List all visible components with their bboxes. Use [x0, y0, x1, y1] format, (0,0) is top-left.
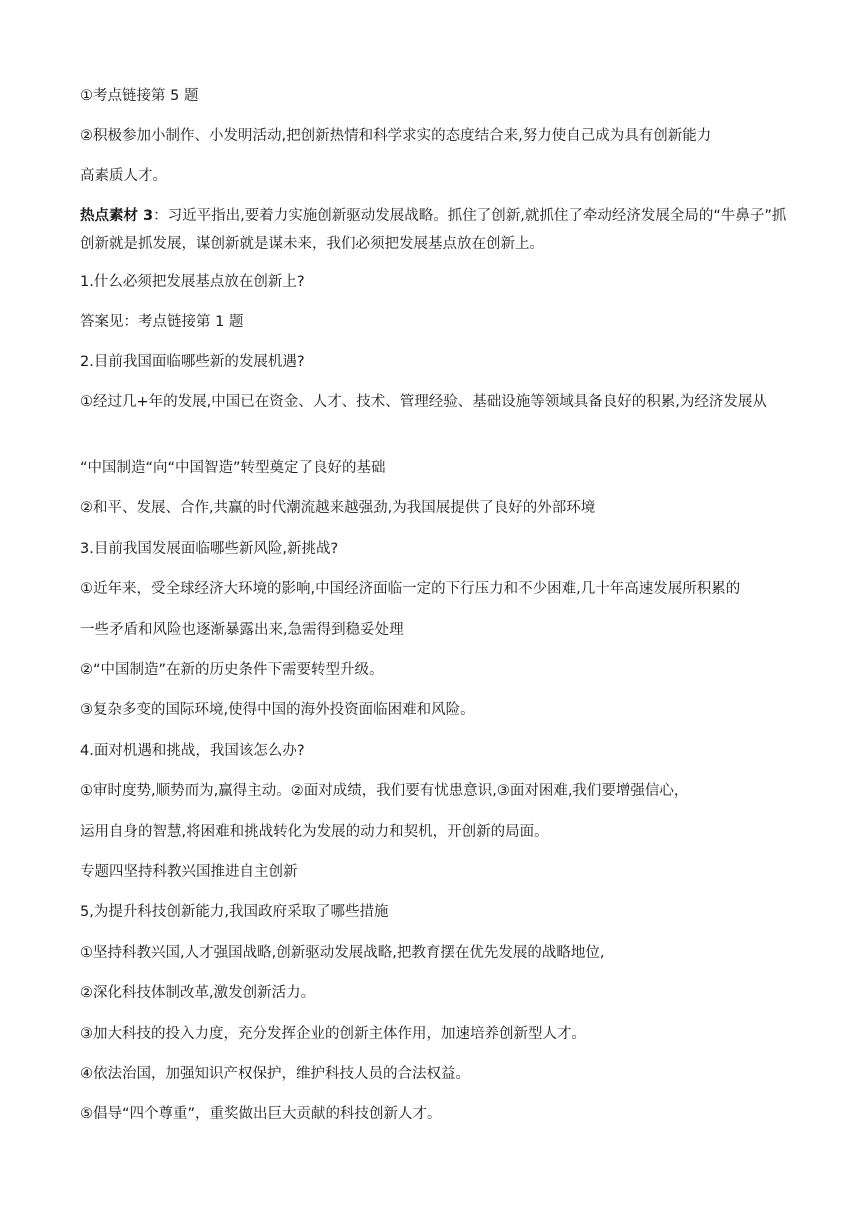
paragraph-line: ①经过几+年的发展,中国已在资金、人才、技术、管理经验、基础设施等领域具备良好的积累,为经济发展从: [80, 394, 767, 410]
paragraph-line: ①审时度势,顺势而为,赢得主动。②面对成绩，我们要有忧患意识,③面对困难,我们要增强信心，: [80, 783, 689, 799]
paragraph-line: 高素质人才。: [80, 168, 167, 184]
paragraph-line: ③加大科技的投入力度，充分发挥企业的创新主体作用，加速培养创新型人才。: [80, 1026, 586, 1042]
paragraph-line: ①近年来，受全球经济大环境的影响,中国经济面临一定的下行压力和不少困难,几十年高速发展所积累的: [80, 581, 741, 597]
paragraph-line: ③复杂多变的国际环境,使得中国的海外投资面临困难和风险。: [80, 702, 475, 718]
paragraph-line: 一些矛盾和风险也逐渐暴露出来,急需得到稳妥处理: [80, 622, 404, 638]
question-heading: 4.面对机遇和挑战，我国该怎么办?: [80, 743, 305, 759]
paragraph-line: ②和平、发展、合作,共赢的时代潮流越来越强劲,为我国展提供了良好的外部环境: [80, 500, 596, 516]
hotspot-text: ：习近平指出,要着力实施创新驱动发展战略。抓住了创新,就抓住了牵动经济发展全局的“牛鼻子”抓创新就是抓发展，谋创新就是谋未来，我们必须把发展基点放在创新上。: [80, 208, 787, 252]
question-heading: 2.目前我国面临哪些新的发展机遇?: [80, 354, 305, 370]
paragraph-line: ⑤倡导“四个尊重”，重奖做出巨大贡献的科技创新人才。: [80, 1106, 442, 1122]
paragraph-line: “中国制造“向“中国智造”转型奠定了良好的基础: [80, 460, 386, 476]
paragraph-line: ④依法治国，加强知识产权保护，维护科技人员的合法权益。: [80, 1066, 470, 1082]
paragraph-line: ②积极参加小制作、小发明活动,把创新热情和科学求实的态度结合来,努力使自己成为具有创新能力: [80, 128, 712, 144]
question-heading: 1.什么必须把发展基点放在创新上?: [80, 274, 305, 290]
hotspot-paragraph: [80, 202, 800, 258]
paragraph-line: ②“中国制造”在新的历史条件下需要转型升级。: [80, 662, 384, 678]
question-heading: 3.目前我国发展面临哪些新风险,新挑战?: [80, 541, 339, 557]
paragraph-line: 答案见：考点链接第 1 题: [80, 314, 244, 330]
paragraph-line: ②深化科技体制改革,激发创新活力。: [80, 985, 316, 1001]
question-heading: 5,为提升科技创新能力,我国政府采取了哪些措施: [80, 904, 389, 920]
section-heading: 专题四坚持科教兴国推进自主创新: [80, 864, 298, 880]
paragraph-line: 运用自身的智慧,将困难和挑战转化为发展的动力和契机，开创新的局面。: [80, 824, 549, 840]
hotspot-label: 热点素材 3: [80, 208, 154, 224]
paragraph-line: ①坚持科教兴国,人才强国战略,创新驱动发展战略,把教育摆在优先发展的战略地位,: [80, 945, 605, 961]
paragraph-line: ①考点链接第 5 题: [80, 88, 199, 104]
